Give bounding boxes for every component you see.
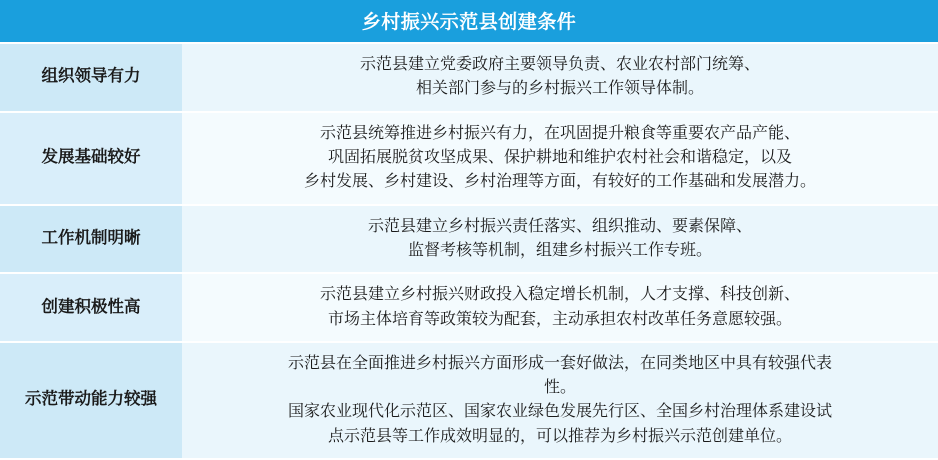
- row-content: [182, 273, 938, 342]
- table-row: [0, 273, 938, 342]
- content-line: 示范县建立党委政府主要领导负责、农业农村部门统筹、: [360, 56, 761, 73]
- row-content: [182, 205, 938, 274]
- content-line: 监督考核等机制，组建乡村振兴工作专班。: [408, 241, 713, 259]
- table-row: [0, 342, 938, 459]
- table-title-row: [0, 0, 938, 43]
- row-label: 发展基础较好: [0, 112, 182, 205]
- content-line: 市场主体培育等政策较为配套，主动承担农村改革任务意愿较强。: [328, 310, 793, 328]
- content-line: 示范县在全面推进乡村振兴方面形成一套好做法，在同类地区中具有较强代表: [288, 354, 833, 372]
- row-label: 组织领导有力: [0, 43, 182, 112]
- table-title: 乡村振兴示范县创建条件: [0, 0, 938, 43]
- content-line: 示范县统筹推进乡村振兴有力，在巩固提升粮食等重要农产品产能、: [320, 124, 801, 142]
- row-label: 示范带动能力较强: [0, 342, 182, 459]
- content-line: 乡村发展、乡村建设、乡村治理等方面，有较好的工作基础和发展潜力。: [304, 173, 817, 191]
- row-content: [182, 112, 938, 205]
- row-content: [182, 342, 938, 459]
- content-line: 示范县建立乡村振兴财政投入稳定增长机制，人才支撑、科技创新、: [320, 286, 801, 304]
- content-line: 相关部门参与的乡村振兴工作领导体制。: [416, 80, 705, 98]
- content-line: 点示范县等工作成效明显的，可以推荐为乡村振兴示范创建单位。: [328, 427, 793, 445]
- table-row: [0, 205, 938, 274]
- row-label: 创建积极性高: [0, 273, 182, 342]
- content-line: 国家农业现代化示范区、国家农业绿色发展先行区、全国乡村治理体系建设试: [288, 403, 833, 421]
- content-line: 性。: [544, 379, 577, 397]
- content-line: 示范县建立乡村振兴责任落实、组织推动、要素保障、: [368, 217, 753, 235]
- row-content: [182, 43, 938, 112]
- row-label: 工作机制明晰: [0, 205, 182, 274]
- content-line: 巩固拓展脱贫攻坚成果、保护耕地和维护农村社会和谐稳定，以及: [328, 148, 793, 166]
- table-row: [0, 112, 938, 205]
- table-row: [0, 43, 938, 112]
